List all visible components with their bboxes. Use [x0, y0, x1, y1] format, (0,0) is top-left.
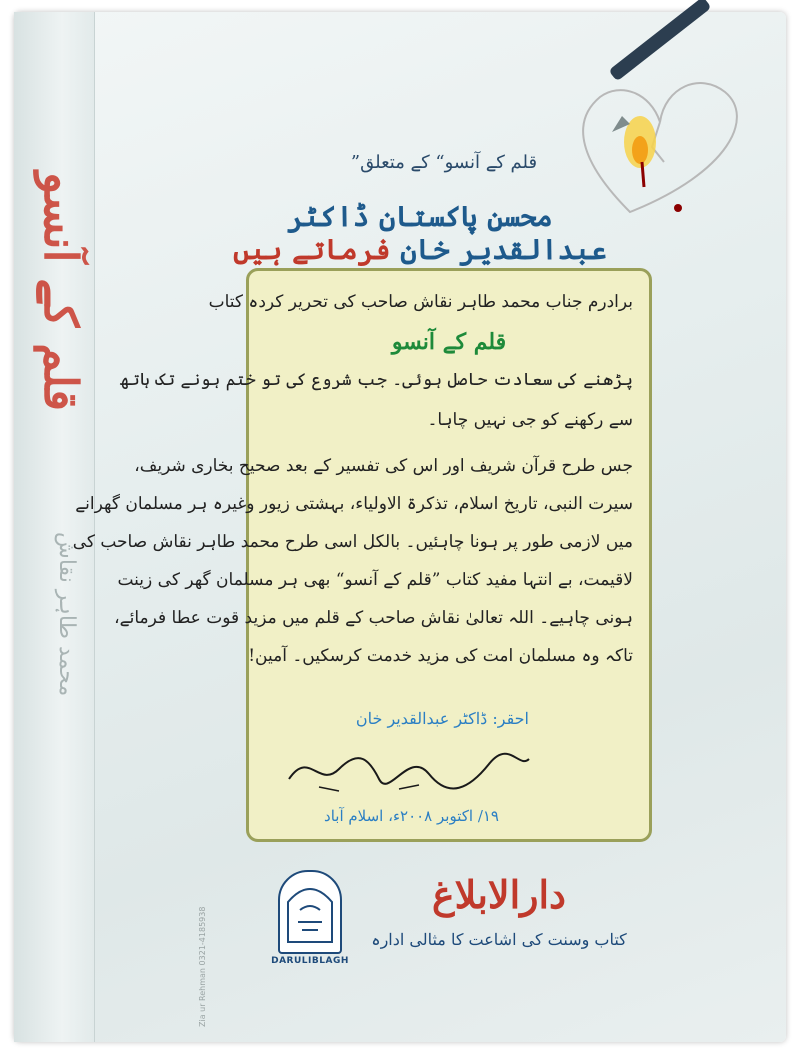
- panel-line: لاقیمت، بے انتہا مفید کتاب ”قلم کے آنسو“ بھی ہر مسلمان گھر کی زینت: [117, 570, 633, 590]
- headline-verb: فرماتے ہیں: [233, 233, 391, 266]
- headline: [210, 200, 630, 266]
- panel-line: پڑھنے کی سعادت حاصل ہوئی۔ جب شروع کی تو ختم ہونے تک ہاتھ: [119, 370, 633, 390]
- spine-subtitle: محمد طاہر نقاش: [54, 532, 79, 697]
- spine-title: قلم کے آنسو: [34, 172, 88, 412]
- signer-name: احقر: ڈاکٹر عبدالقدیر خان: [355, 709, 529, 728]
- panel-line: میں لازمی طور پر ہونا چاہئیں۔ بالکل اسی طرح محمد طاہر نقاش صاحب کی: [72, 532, 633, 552]
- testimonial-panel: [72, 268, 652, 842]
- headline-name: محسنِ پاکستان ڈاکٹر عبدالقدیر خان: [287, 200, 607, 266]
- book-title-inline: قلم کے آنسو: [391, 329, 507, 355]
- panel-line: سیرت النبی، تاریخ اسلام، تذکرۃ الاولیاء، بہشتی زیور وغیرہ ہر مسلمان گھرانے: [75, 494, 633, 514]
- intro-text: ”قلم کے آنسو“ کے متعلق: [350, 152, 538, 173]
- book-back-cover: [14, 12, 786, 1042]
- logo-text: DARULIBLAGH: [271, 956, 349, 966]
- logo-emblem-icon: [280, 872, 340, 952]
- book-spine: [14, 12, 95, 1042]
- panel-line: ہونی چاہیے۔ اللہ تعالیٰ نقاش صاحب کے قلم میں مزید قوت عطا فرمائے،: [114, 608, 633, 628]
- panel-line: جس طرح قرآن شریف اور اس کی تفسیر کے بعد صحیح بخاری شریف،: [134, 456, 633, 476]
- handwritten-signature: [279, 739, 539, 799]
- panel-line: سے رکھنے کو جی نہیں چاہا۔: [427, 410, 633, 430]
- sign-date: ۱۹/ اکتوبر ۲۰۰۸ء، اسلام آباد: [324, 807, 499, 825]
- printer-credit: Zia ur Rehman 0321-4185938: [198, 906, 207, 1027]
- publisher-logo: [278, 870, 342, 954]
- publisher-tagline: کتاب وسنت کی اشاعت کا مثالی ادارہ: [371, 930, 627, 949]
- panel-line: برادرم جناب محمد طاہر نقاش صاحب کی تحریر کردہ کتاب: [208, 292, 633, 312]
- publisher-name: دارالابلاغ: [432, 872, 566, 917]
- panel-line: تاکہ وہ مسلمان امت کی مزید خدمت کرسکیں۔ آمین!: [248, 646, 633, 666]
